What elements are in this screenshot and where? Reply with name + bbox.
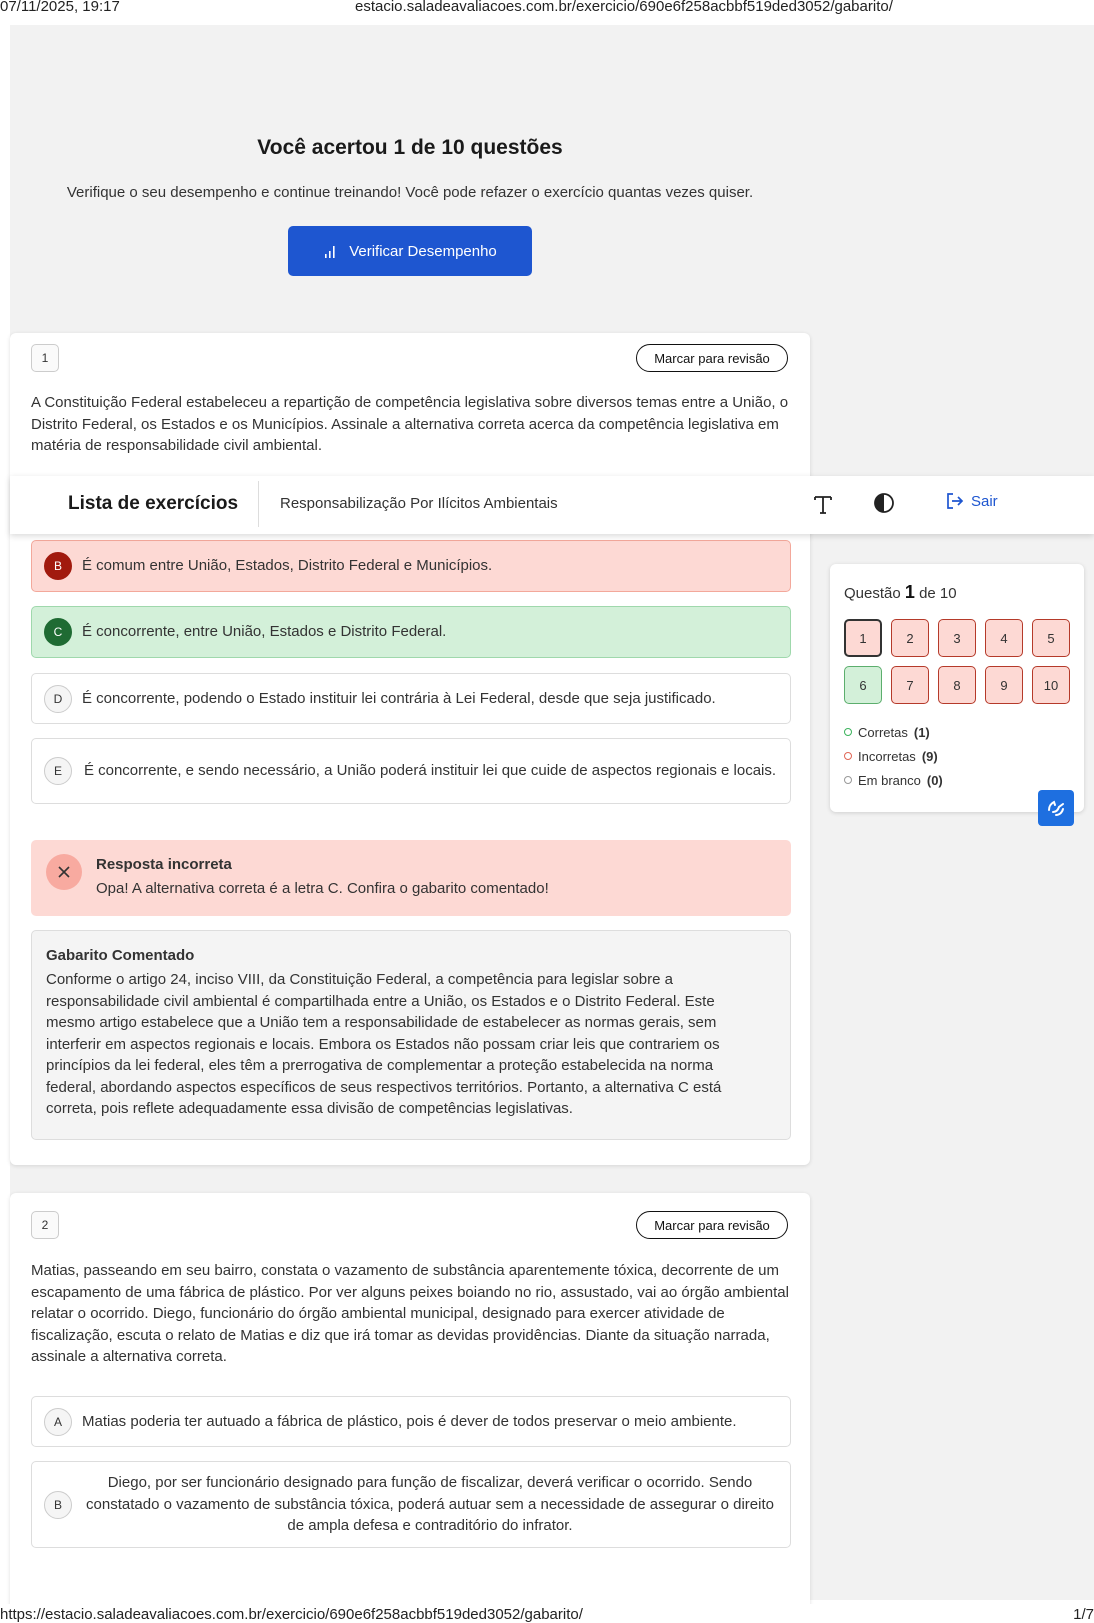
question-number: 1 (31, 344, 59, 372)
score-subtitle: Verifique o seu desempenho e continue treinando! Você pode refazer o exercício quantas vezes quiser. (66, 184, 754, 201)
legend-correct-count: (1) (913, 724, 930, 740)
alternative-b[interactable] (31, 540, 791, 592)
question-card-2 (10, 1193, 810, 1613)
question-counter-current: 1 (904, 582, 915, 602)
bar-chart-icon (323, 243, 339, 259)
logout-button[interactable] (945, 491, 998, 511)
question-counter-total: de 10 (919, 585, 957, 602)
check-performance-label: Verificar Desempenho (349, 242, 497, 260)
legend-incorrect (844, 744, 943, 768)
logout-label: Sair (971, 492, 998, 510)
check-performance-button[interactable] (288, 226, 532, 276)
close-icon (46, 854, 82, 890)
legend-correct (844, 720, 943, 744)
legend-incorrect-label: Incorretas (858, 748, 916, 764)
legend-blank (844, 768, 943, 792)
alternative-letter: E (44, 757, 72, 785)
alternative-text: É concorrente, e sendo necessário, a União poderá instituir lei que cuide de aspectos regionais e locais. (83, 762, 777, 780)
subject-title: Responsabilização Por Ilícitos Ambientais (280, 495, 558, 512)
result-feedback (31, 840, 791, 916)
alternative-letter: A (44, 1408, 72, 1436)
alternative-c[interactable] (31, 606, 791, 658)
print-footer-url: https://estacio.saladeavaliacoes.com.br/exercicio/690e6f258acbbf519ded3052/gabarito/ (0, 1606, 583, 1623)
legend-incorrect-count: (9) (921, 748, 938, 764)
question-number: 2 (31, 1211, 59, 1239)
question-card-1 (10, 333, 810, 1165)
contrast-icon[interactable] (873, 492, 895, 514)
question-nav-button[interactable]: 7 (891, 666, 929, 704)
question-nav-grid (844, 619, 1070, 704)
exercise-list-title: Lista de exercícios (68, 493, 239, 514)
topbar-divider (258, 481, 259, 527)
result-title: Resposta incorreta (96, 856, 232, 873)
question-nav-button[interactable]: 4 (985, 619, 1023, 657)
print-header (0, 0, 1094, 16)
alternative-letter: D (44, 685, 72, 713)
alternative-letter: C (44, 618, 72, 646)
alternative-b[interactable] (31, 1461, 791, 1548)
question-text: A Constituição Federal estabeleceu a repartição de competência legislativa sobre diversos temas entre a União, o Distrito Federal, os Estados e os Municípios. Assinale a alternativa correta acerca da competência legislativa em matéria de responsabilidade civil ambiental. (31, 394, 789, 454)
legend-correct-label: Corretas (858, 724, 908, 740)
question-nav-button[interactable]: 9 (985, 666, 1023, 704)
question-nav-button[interactable]: 1 (844, 619, 882, 657)
legend (844, 720, 943, 792)
score-title: Você acertou 1 de 10 questões (257, 136, 563, 159)
question-nav-button[interactable]: 6 (844, 666, 882, 704)
alternative-text: É comum entre União, Estados, Distrito Federal e Municípios. (82, 557, 493, 575)
font-size-icon[interactable] (812, 492, 834, 516)
print-datetime: 07/11/2025, 19:17 (0, 0, 120, 15)
question-nav-button[interactable]: 3 (938, 619, 976, 657)
green-dot-icon (844, 728, 852, 736)
print-header-url: estacio.saladeavaliacoes.com.br/exercicio/690e6f258acbbf519ded3052/gabarito/ (355, 0, 893, 15)
alternative-letter: B (44, 552, 72, 580)
mark-review-button[interactable]: Marcar para revisão (636, 344, 788, 372)
print-page-number: 1/7 (1073, 1606, 1094, 1623)
sign-language-icon[interactable] (1038, 790, 1074, 826)
alternative-text: É concorrente, podendo o Estado instituir lei contrária à Lei Federal, desde que seja justificado. (82, 689, 716, 707)
alternative-text: Matias poderia ter autuado a fábrica de plástico, pois é dever de todos preservar o meio ambiente. (82, 1412, 737, 1430)
gabarito-comentado (31, 930, 791, 1140)
result-message: Opa! A alternativa correta é a letra C. Confira o gabarito comentado! (96, 880, 549, 897)
question-text: Matias, passeando em seu bairro, constata o vazamento de substância aparentemente tóxica, decorrente de um escapamento de uma fábrica de plástico. Por ver alguns peixes boiando no rio, assustado, vai ao órgão ambiental relatar o ocorrido. Diego, funcionário do órgão ambiental municipal, designado para exercer atividade de fiscalização, escuta o relato de Matias e diz que irá tomar as devidas providências. Diante da situação narrada, assinale a alternativa correta. (31, 1262, 789, 1365)
alternative-e[interactable] (31, 738, 791, 804)
gabarito-title: Gabarito Comentado (46, 947, 195, 964)
legend-blank-label: Em branco (858, 772, 921, 788)
question-nav-button[interactable]: 5 (1032, 619, 1070, 657)
question-nav-button[interactable]: 2 (891, 619, 929, 657)
alternative-a[interactable] (31, 1396, 791, 1447)
gray-dot-icon (844, 776, 852, 784)
alternative-letter: B (44, 1491, 72, 1519)
exercise-topbar (10, 476, 1094, 534)
legend-blank-count: (0) (926, 772, 943, 788)
logout-icon (945, 491, 965, 511)
mark-review-button[interactable]: Marcar para revisão (636, 1211, 788, 1239)
gabarito-text: Conforme o artigo 24, inciso VIII, da Constituição Federal, a competência para legislar sobre a responsabilidade civil ambiental é compartilhada entre a União, os Estados e o Distrito Federal. Este mesmo artigo estabelece que a União tem a responsabilidade de estabelecer as normas gerais, sem interferir em aspectos regionais e locais. Embora os Estados não possam criar leis que contrariem os princípios da lei federal, eles têm a prerrogativa de complementar a proteção estabelecida na norma federal, abordando aspectos específicos de seus respectivos territórios. Portanto, a alternativa C está correta, pois reflete adequadamente essa divisão de competências legislativas. (46, 971, 722, 1117)
red-dot-icon (844, 752, 852, 760)
question-counter (844, 582, 957, 603)
alternative-text: É concorrente, entre União, Estados e Distrito Federal. (82, 623, 447, 641)
question-nav-button[interactable]: 8 (938, 666, 976, 704)
print-footer (0, 1604, 1094, 1623)
question-counter-label: Questão (844, 585, 901, 602)
question-navigator (830, 564, 1084, 812)
alternative-text: Diego, por ser funcionário designado para função de fiscalizar, deverá verificar o ocorrido. Sendo constatado o vazamento de substância tóxica, poderá autuar sem a necessidade de assegurar o direito de ampla defesa e contraditório do infrator. (86, 1474, 774, 1535)
alternative-d[interactable] (31, 673, 791, 724)
question-nav-button[interactable]: 10 (1032, 666, 1070, 704)
